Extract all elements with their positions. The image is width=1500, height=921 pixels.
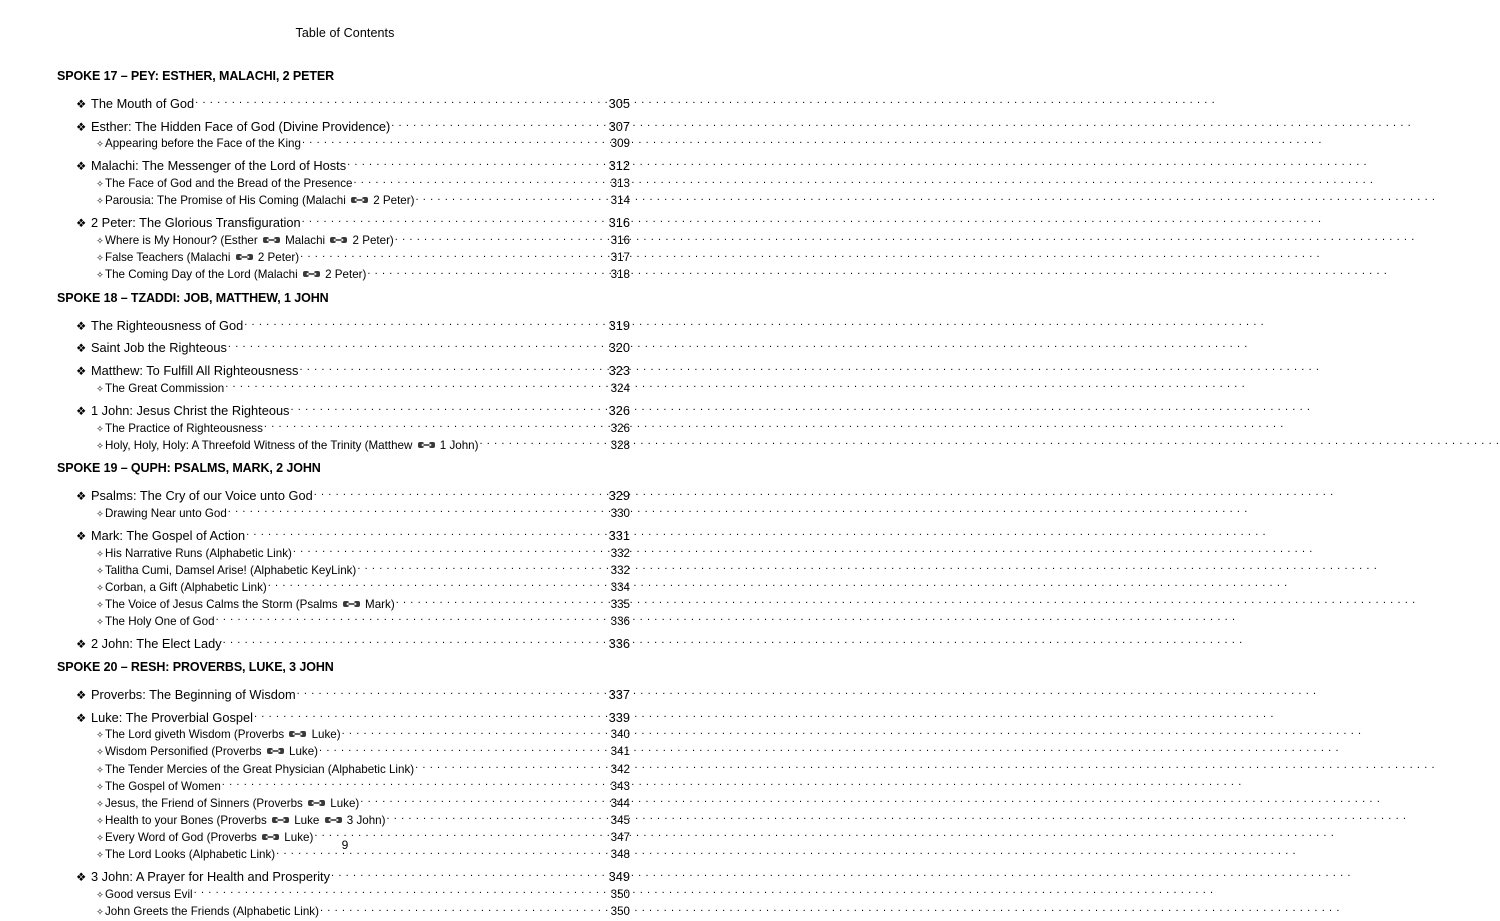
toc-entry-label: Talitha Cumi, Damsel Arise! (Alphabetic KeyLink) <box>105 563 357 577</box>
dot-leader <box>246 527 603 540</box>
toc-entry-label: Where is My Honour? (Esther Malachi 2 Peter) <box>105 234 394 248</box>
small-diamond-bullet-icon: ✧ <box>96 616 104 628</box>
toc-entry-page-number: 350 <box>610 905 630 918</box>
alphabetic-link-arrow-icon <box>289 730 306 738</box>
toc-entry-page-number: 335 <box>610 597 630 611</box>
toc-entry-page-number: 324 <box>610 381 630 395</box>
dot-leader <box>319 744 605 756</box>
toc-section <box>0 284 690 454</box>
small-diamond-bullet-icon: ✧ <box>96 764 104 776</box>
toc-entry-label: Mark: The Gospel of Action <box>91 527 246 543</box>
small-diamond-bullet-icon: ✧ <box>96 139 104 151</box>
toc-entry-label: Wisdom Personified (Proverbs Luke) <box>105 745 319 759</box>
toc-entry-page-number: 341 <box>610 745 630 759</box>
toc-entry-page-number: 349 <box>608 869 630 885</box>
alphabetic-link-arrow-icon <box>236 253 253 261</box>
toc-section <box>0 653 690 920</box>
alphabetic-link-arrow-icon <box>263 236 280 244</box>
dot-leader <box>391 118 603 131</box>
toc-entry-label: False Teachers (Malachi 2 Peter) <box>105 251 300 265</box>
small-diamond-bullet-icon: ✧ <box>96 832 104 844</box>
toc-entry-label: Appearing before the Face of the King <box>105 137 301 151</box>
toc-entry-label: Corban, a Gift (Alphabetic Link) <box>105 580 267 594</box>
toc-entry-label: 2 John: The Elect Lady <box>91 636 222 652</box>
toc-entry[interactable] <box>0 136 690 153</box>
toc-entry[interactable] <box>0 505 690 522</box>
section-heading: SPOKE 19 – QUPH: PSALMS, MARK, 2 JOHN <box>57 461 321 476</box>
dot-leader <box>302 215 603 228</box>
toc-entry-page-number: 331 <box>608 527 630 543</box>
small-diamond-bullet-icon: ✧ <box>96 798 104 810</box>
diamond-bullet-icon: ❖ <box>76 639 87 652</box>
toc-section <box>0 454 690 653</box>
dot-leader <box>320 903 605 915</box>
dot-leader <box>297 686 603 699</box>
small-diamond-bullet-icon: ✧ <box>96 599 104 611</box>
small-diamond-bullet-icon: ✧ <box>96 781 104 793</box>
diamond-bullet-icon: ❖ <box>76 218 87 231</box>
toc-entry-label: Holy, Holy, Holy: A Threefold Witness of the Trinity (Matthew 1 John) <box>105 438 479 452</box>
dot-leader <box>331 869 603 882</box>
dot-leader <box>360 795 605 807</box>
small-diamond-bullet-icon: ✧ <box>96 508 104 520</box>
toc-entry-label: Psalms: The Cry of our Voice unto God <box>91 488 313 504</box>
toc-section <box>0 62 690 284</box>
toc-entry-label: The Gospel of Women <box>105 779 221 793</box>
dot-leader <box>244 317 603 330</box>
small-diamond-bullet-icon: ✧ <box>96 270 104 282</box>
alphabetic-link-arrow-icon <box>267 747 284 755</box>
alphabetic-link-arrow-icon <box>351 196 368 204</box>
small-diamond-bullet-icon: ✧ <box>96 747 104 759</box>
toc-entry-label: Health to your Bones (Proverbs Luke 3 John) <box>105 813 386 827</box>
document-page <box>0 0 690 918</box>
toc-entry-page-number: 337 <box>608 686 630 702</box>
toc-entry-page-number: 332 <box>610 563 630 577</box>
toc-entry-label: Parousia: The Promise of His Coming (Malachi 2 Peter) <box>105 194 415 208</box>
diamond-bullet-icon: ❖ <box>76 712 87 725</box>
small-diamond-bullet-icon: ✧ <box>96 196 104 208</box>
toc-entry-page-number: 309 <box>610 137 630 151</box>
small-diamond-bullet-icon: ✧ <box>96 179 104 191</box>
dot-leader <box>479 437 605 449</box>
toc-entry-label: John Greets the Friends (Alphabetic Link) <box>105 905 319 918</box>
diamond-bullet-icon: ❖ <box>76 366 87 379</box>
dot-leader <box>195 95 603 108</box>
dot-leader <box>314 487 603 500</box>
toc-entry-page-number: 328 <box>610 438 630 452</box>
toc-entry-label: The Holy One of God <box>105 614 215 628</box>
toc-entry-page-number: 323 <box>608 363 630 379</box>
alphabetic-link-arrow-icon <box>343 600 360 608</box>
dot-leader <box>415 761 605 773</box>
small-diamond-bullet-icon: ✧ <box>96 730 104 742</box>
toc-entry-label: Jesus, the Friend of Sinners (Proverbs Luke) <box>105 796 360 810</box>
toc-entry-label: Matthew: To Fulfill All Righteousness <box>91 363 299 379</box>
toc-entry-page-number: 336 <box>610 614 630 628</box>
toc-entry-label: The Mouth of God <box>91 95 195 111</box>
toc-entry-label: The Practice of Righteousness <box>105 421 263 435</box>
small-diamond-bullet-icon: ✧ <box>96 440 104 452</box>
dot-leader <box>415 193 605 205</box>
toc-entry-label: The Voice of Jesus Calms the Storm (Psalms Mark) <box>105 597 395 611</box>
toc-entry-page-number: 339 <box>608 709 630 725</box>
toc-entry-page-number: 305 <box>608 95 630 111</box>
section-heading: SPOKE 18 – TZADDI: JOB, MATTHEW, 1 JOHN <box>57 290 329 305</box>
small-diamond-bullet-icon: ✧ <box>96 565 104 577</box>
small-diamond-bullet-icon: ✧ <box>96 850 104 862</box>
alphabetic-link-arrow-icon <box>330 236 347 244</box>
toc-entry-page-number: 318 <box>610 268 630 282</box>
section-heading: SPOKE 20 – RESH: PROVERBS, LUKE, 3 JOHN <box>57 660 334 675</box>
toc-entry-page-number: 329 <box>608 488 630 504</box>
dot-leader <box>367 267 605 279</box>
toc-entry-page-number: 334 <box>610 580 630 594</box>
toc-entry-label: Every Word of God (Proverbs Luke) <box>105 830 314 844</box>
toc-entry-label: 3 John: A Prayer for Health and Prosperity <box>91 869 331 885</box>
toc-entry-label: The Lord giveth Wisdom (Proverbs Luke) <box>105 728 341 742</box>
dot-leader <box>396 596 605 608</box>
toc-entry-label: His Narrative Runs (Alphabetic Link) <box>105 546 292 560</box>
toc-entry-label: The Lord Looks (Alphabetic Link) <box>105 848 276 862</box>
toc-entry-page-number: 348 <box>610 848 630 862</box>
toc-entry-label: Esther: The Hidden Face of God (Divine Providence) <box>91 118 391 134</box>
toc-entry[interactable] <box>0 437 690 454</box>
small-diamond-bullet-icon: ✧ <box>96 236 104 248</box>
toc-entry-page-number: 347 <box>610 830 630 844</box>
diamond-bullet-icon: ❖ <box>76 320 87 333</box>
toc-entry-label: Luke: The Proverbial Gospel <box>91 709 253 725</box>
toc-entry-label: Proverbs: The Beginning of Wisdom <box>91 686 296 702</box>
dot-leader <box>264 420 605 432</box>
small-diamond-bullet-icon: ✧ <box>96 582 104 594</box>
toc-entry-label: The Face of God and the Bread of the Presence <box>105 177 353 191</box>
small-diamond-bullet-icon: ✧ <box>96 423 104 435</box>
toc-entry[interactable] <box>0 95 690 113</box>
toc-entry-label: 1 John: Jesus Christ the Righteous <box>91 403 290 419</box>
toc-entry[interactable] <box>0 380 690 397</box>
dot-leader <box>300 250 605 262</box>
small-diamond-bullet-icon: ✧ <box>96 907 104 918</box>
toc-entry[interactable] <box>0 635 690 653</box>
section-heading: SPOKE 17 – PEY: ESTHER, MALACHI, 2 PETER <box>57 69 335 83</box>
small-diamond-bullet-icon: ✧ <box>96 889 104 901</box>
dot-leader <box>223 635 603 648</box>
dot-leader <box>268 579 605 591</box>
dot-leader <box>228 505 605 517</box>
small-diamond-bullet-icon: ✧ <box>96 548 104 560</box>
diamond-bullet-icon: ❖ <box>76 491 87 504</box>
dot-leader <box>290 402 603 415</box>
small-diamond-bullet-icon: ✧ <box>96 383 104 395</box>
page-title: Table of Contents <box>295 26 395 40</box>
toc-entry[interactable] <box>0 613 690 630</box>
dot-leader <box>342 727 605 739</box>
diamond-bullet-icon: ❖ <box>76 343 87 356</box>
toc-entry-page-number: 340 <box>610 728 630 742</box>
dot-leader <box>395 232 605 244</box>
toc-entry-page-number: 343 <box>610 779 630 793</box>
diamond-bullet-icon: ❖ <box>76 121 87 134</box>
dot-leader <box>194 886 605 898</box>
dot-leader <box>225 380 605 392</box>
toc-entry-page-number: 336 <box>608 636 630 652</box>
toc-entry-page-number: 326 <box>608 403 630 419</box>
small-diamond-bullet-icon: ✧ <box>96 815 104 827</box>
dot-leader <box>216 613 605 625</box>
alphabetic-link-arrow-icon <box>303 270 320 278</box>
toc-entry-page-number: 307 <box>608 118 630 134</box>
dot-leader <box>357 562 605 574</box>
toc-entry-label: The Coming Day of the Lord (Malachi 2 Peter) <box>105 268 367 282</box>
alphabetic-link-arrow-icon <box>272 816 289 824</box>
toc-entry-page-number: 326 <box>610 421 630 435</box>
dot-leader <box>302 136 605 148</box>
toc-entry-page-number: 316 <box>608 215 630 231</box>
toc-entry-page-number: 316 <box>610 234 630 248</box>
toc-entry[interactable] <box>0 340 690 358</box>
alphabetic-link-arrow-icon <box>325 816 342 824</box>
toc-entry-page-number: 330 <box>610 506 630 520</box>
toc-entry-label: 2 Peter: The Glorious Transfiguration <box>91 215 301 231</box>
diamond-bullet-icon: ❖ <box>76 98 87 111</box>
toc-entry-label: The Great Commission <box>105 381 225 395</box>
diamond-bullet-icon: ❖ <box>76 872 87 885</box>
toc-entry[interactable] <box>0 267 690 284</box>
diamond-bullet-icon: ❖ <box>76 406 87 419</box>
toc-entry-label: The Tender Mercies of the Great Physician (Alphabetic Link) <box>105 762 415 776</box>
small-diamond-bullet-icon: ✧ <box>96 253 104 265</box>
toc-entry[interactable] <box>0 317 690 335</box>
dot-leader <box>254 709 603 722</box>
dot-leader <box>354 175 606 187</box>
table-of-contents <box>0 41 690 921</box>
toc-entry-label: Good versus Evil <box>105 887 193 901</box>
diamond-bullet-icon: ❖ <box>76 530 87 543</box>
dot-leader <box>222 778 605 790</box>
dot-leader <box>347 158 603 171</box>
toc-entry-page-number: 332 <box>610 546 630 560</box>
alphabetic-link-arrow-icon <box>418 441 435 449</box>
toc-entry-page-number: 314 <box>610 194 630 208</box>
toc-entry[interactable] <box>0 903 690 920</box>
toc-entry-page-number: 345 <box>610 813 630 827</box>
toc-entry-page-number: 319 <box>608 317 630 333</box>
toc-entry-page-number: 317 <box>610 251 630 265</box>
toc-entry-page-number: 320 <box>608 340 630 356</box>
diamond-bullet-icon: ❖ <box>76 689 87 702</box>
toc-entry-page-number: 344 <box>610 796 630 810</box>
diamond-bullet-icon: ❖ <box>76 161 87 174</box>
toc-entry[interactable] <box>0 686 690 704</box>
toc-entry-page-number: 313 <box>610 177 630 191</box>
alphabetic-link-arrow-icon <box>308 799 325 807</box>
dot-leader <box>293 545 605 557</box>
toc-entry-label: Saint Job the Righteous <box>91 340 227 356</box>
toc-entry-label: Malachi: The Messenger of the Lord of Hosts <box>91 158 347 174</box>
toc-entry[interactable] <box>0 193 690 210</box>
toc-entry-label: The Righteousness of God <box>91 317 244 333</box>
toc-entry-label: Drawing Near unto God <box>105 506 227 520</box>
toc-entry-page-number: 342 <box>610 762 630 776</box>
toc-entry-page-number: 312 <box>608 158 630 174</box>
footer-page-number: 9 <box>341 838 349 852</box>
dot-leader <box>228 340 603 353</box>
dot-leader <box>386 812 605 824</box>
dot-leader <box>299 362 603 375</box>
toc-entry-page-number: 350 <box>610 887 630 901</box>
